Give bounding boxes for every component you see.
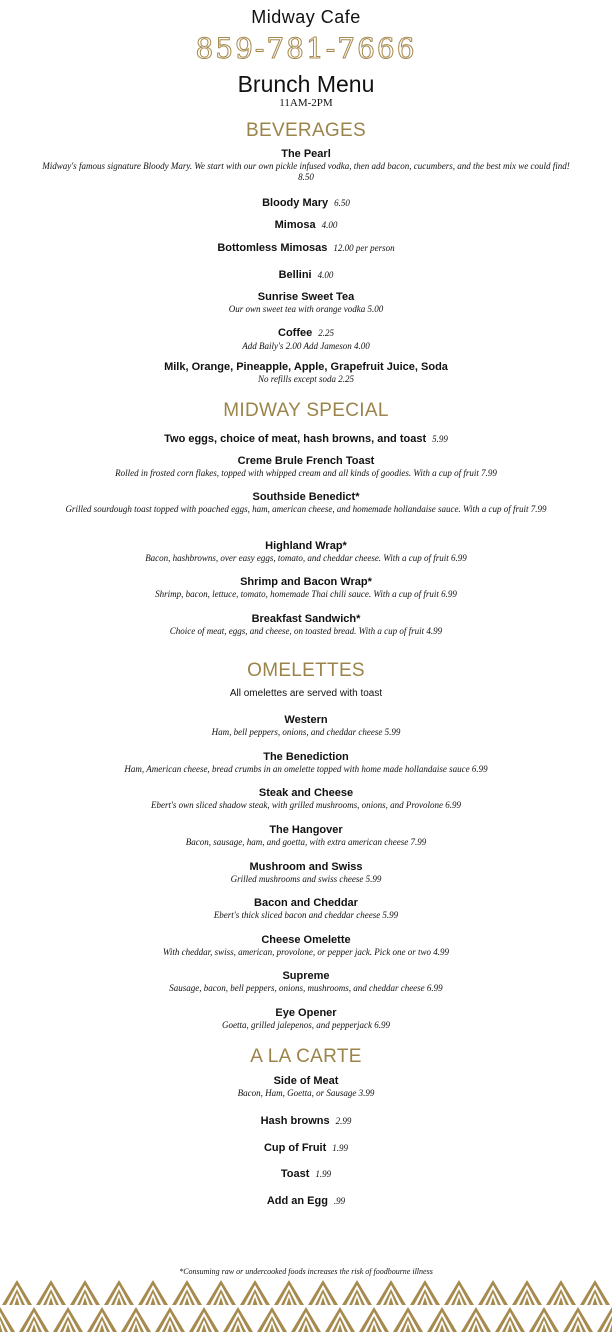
omelettes-note: All omelettes are served with toast xyxy=(229,688,383,699)
section-title-omelettes: OMELETTES xyxy=(247,660,365,681)
item-name: Highland Wrap* xyxy=(265,540,347,552)
item-description: Sausage, bacon, bell peppers, onions, mushrooms, and cheddar cheese 6.99 xyxy=(169,983,443,993)
item-description: Goetta, grilled jalepenos, and pepperjack 6.99 xyxy=(222,1020,390,1030)
item-description: Bacon, hashbrowns, over easy eggs, tomato, and cheddar cheese. With a cup of fruit 6.99 xyxy=(145,553,467,563)
item-name: Western xyxy=(284,714,328,726)
menu-item xyxy=(40,751,572,775)
item-name: Steak and Cheese xyxy=(258,787,354,799)
section-title-beverages: BEVERAGES xyxy=(246,120,366,141)
footnote: *Consuming raw or undercooked foods increases the risk of foodbourne illness xyxy=(179,1267,433,1276)
item-description: Ebert's own sliced shadow steak, with grilled mushrooms, onions, and Provolone 6.99 xyxy=(151,800,461,810)
item-name: Toast xyxy=(280,1168,310,1180)
item-name: Cup of Fruit xyxy=(263,1142,327,1154)
item-name: Supreme xyxy=(282,970,330,982)
item-name: Milk, Orange, Pineapple, Apple, Grapefruit Juice, Soda xyxy=(164,361,448,373)
menu-item xyxy=(40,714,572,738)
item-description: Midway's famous signature Bloody Mary. We start with our own pickle infused vodka, then add bacon, cucumbers, and the best mix we could find! 8.50 xyxy=(42,161,570,182)
item-name: Creme Brule French Toast xyxy=(237,455,375,467)
menu-item xyxy=(40,323,572,352)
item-name: The Benediction xyxy=(263,751,349,763)
phone-number: 859-781-7666 xyxy=(195,32,417,65)
menu-item xyxy=(40,1164,572,1182)
item-name: Coffee xyxy=(278,327,313,339)
menu-item xyxy=(40,1111,572,1129)
menu-item xyxy=(40,970,572,994)
section-title-midway-special: MIDWAY SPECIAL xyxy=(223,400,389,421)
item-name: Bacon and Cheddar xyxy=(254,897,358,909)
item-price: 6.50 xyxy=(334,198,350,208)
menu-hours: 11AM-2PM xyxy=(279,97,333,109)
item-name: Sunrise Sweet Tea xyxy=(257,291,355,303)
menu-item xyxy=(40,861,572,885)
item-price: 5.99 xyxy=(432,434,448,444)
item-name: Bottomless Mimosas xyxy=(217,242,328,254)
menu-item xyxy=(40,215,572,233)
item-price: 1.99 xyxy=(315,1169,332,1179)
item-description: Shrimp, bacon, lettuce, tomato, homemade Thai chili sauce. With a cup of fruit 6.99 xyxy=(155,589,457,599)
item-name: Mushroom and Swiss xyxy=(249,861,363,873)
item-description: Ham, bell peppers, onions, and cheddar cheese 5.99 xyxy=(211,727,401,737)
item-description: Choice of meat, eggs, and cheese, on toasted bread. With a cup of fruit 4.99 xyxy=(169,626,443,636)
item-description: Rolled in frosted corn flakes, topped with whipped cream and all kinds of goodies. With a cup of fruit 7.99 xyxy=(115,468,497,478)
item-name: The Pearl xyxy=(281,148,331,160)
menu-title: Brunch Menu xyxy=(237,71,375,97)
item-name: The Hangover xyxy=(269,824,343,836)
menu-item xyxy=(40,897,572,921)
item-price: 12.00 per person xyxy=(333,243,395,253)
menu-item xyxy=(40,1138,572,1156)
menu-item xyxy=(40,491,572,515)
item-name: Bellini xyxy=(278,269,312,281)
item-name: Side of Meat xyxy=(273,1075,339,1087)
item-name: Eye Opener xyxy=(275,1007,337,1019)
item-name: Mimosa xyxy=(274,219,316,231)
menu-item xyxy=(40,291,572,315)
cafe-name: Midway Cafe xyxy=(251,7,361,27)
item-name: Breakfast Sandwich* xyxy=(251,613,361,625)
item-name: Hash browns xyxy=(260,1115,330,1127)
item-description: With cheddar, swiss, american, provolone, or pepper jack. Pick one or two 4.99 xyxy=(162,947,450,957)
item-name: Add an Egg xyxy=(266,1195,328,1207)
item-description: Add Baily's 2.00 Add Jameson 4.00 xyxy=(242,341,370,351)
item-description: Ebert's thick sliced bacon and cheddar cheese 5.99 xyxy=(213,910,399,920)
menu-item xyxy=(40,429,572,447)
menu-item xyxy=(40,934,572,958)
item-description: Grilled mushrooms and swiss cheese 5.99 xyxy=(230,874,382,884)
menu-item xyxy=(40,787,572,811)
menu-item xyxy=(40,540,572,564)
item-description: Bacon, sausage, ham, and goetta, with extra american cheese 7.99 xyxy=(185,837,427,847)
menu-item xyxy=(40,361,572,385)
menu-item xyxy=(40,1075,572,1099)
item-description: Bacon, Ham, Goetta, or Sausage 3.99 xyxy=(237,1088,375,1098)
menu-item xyxy=(40,824,572,848)
item-price: 2.25 xyxy=(318,328,334,338)
item-description: Grilled sourdough toast topped with poached eggs, ham, american cheese, and homemade hollandaise sauce. With a cup of fruit 7.99 xyxy=(65,504,547,514)
item-description: No refills except soda 2.25 xyxy=(258,374,354,384)
item-price: .99 xyxy=(333,1196,346,1206)
menu-item xyxy=(40,576,572,600)
item-description: Ham, American cheese, bread crumbs in an omelette topped with home made hollandaise sauce 6.99 xyxy=(124,764,488,774)
menu-item xyxy=(40,193,572,211)
item-name: Bloody Mary xyxy=(262,197,329,209)
item-price: 2.99 xyxy=(335,1116,352,1126)
menu-item xyxy=(40,1007,572,1031)
item-description: Our own sweet tea with orange vodka 5.00 xyxy=(228,304,384,314)
item-name: Two eggs, choice of meat, hash browns, and toast xyxy=(164,433,427,445)
item-price: 4.00 xyxy=(321,220,338,230)
section-title-a-la-carte: A LA CARTE xyxy=(250,1046,362,1067)
item-price: 4.00 xyxy=(317,270,334,280)
item-name: Cheese Omelette xyxy=(261,934,351,946)
menu-item xyxy=(40,613,572,637)
menu-item xyxy=(40,265,572,283)
menu-item xyxy=(40,148,572,183)
menu-item xyxy=(40,455,572,479)
item-price: 1.99 xyxy=(332,1143,349,1153)
art-deco-border-pattern xyxy=(0,1278,612,1332)
menu-item xyxy=(40,238,572,256)
item-name: Shrimp and Bacon Wrap* xyxy=(240,576,372,588)
menu-item xyxy=(40,1191,572,1209)
item-name: Southside Benedict* xyxy=(252,491,360,503)
